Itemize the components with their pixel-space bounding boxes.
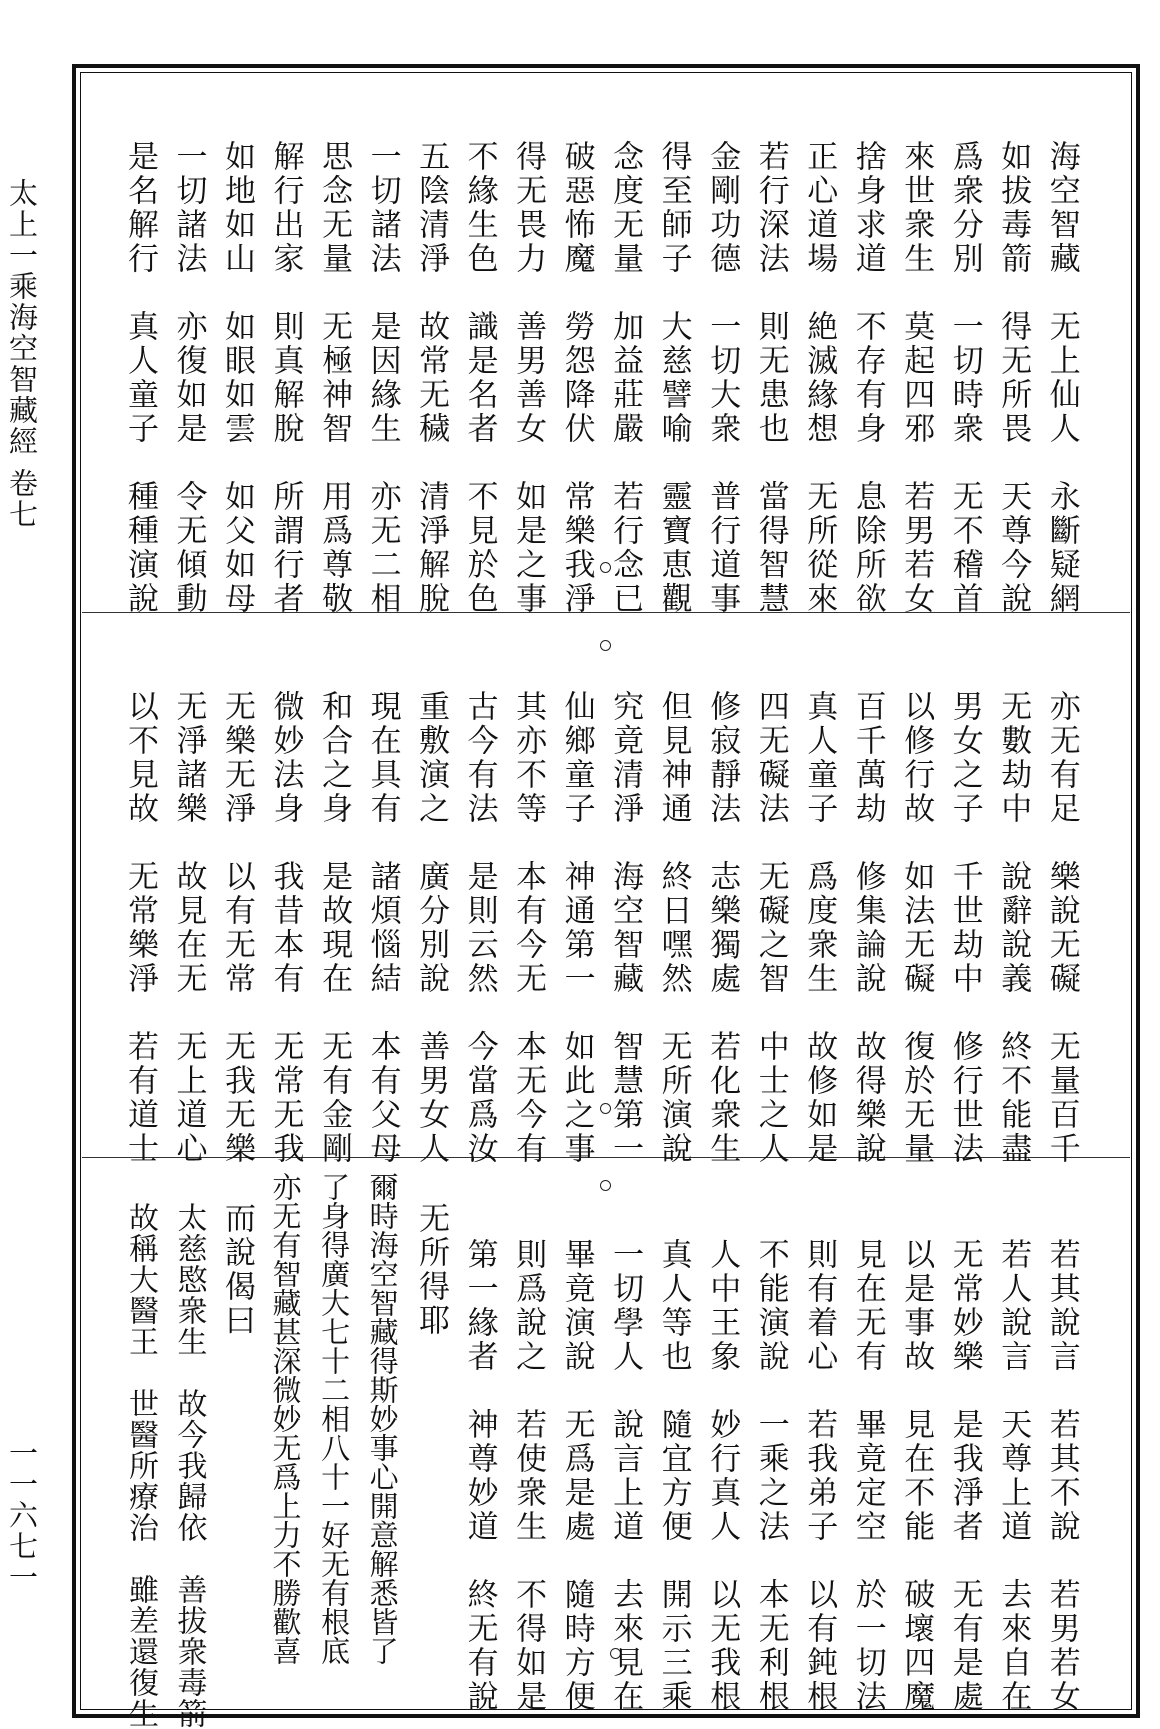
page-number: 一一六七一 (5, 1438, 39, 1593)
text-column: 一切諸法 是因緣生 亦无二相 (364, 140, 401, 616)
text-column: 如地如山 如眼如雲 如父如母 (219, 140, 256, 616)
text-column: 若行深法 則无患也 當得智慧 (752, 140, 789, 616)
text-column: 不能演說 一乘之法 本无利根 (752, 1238, 789, 1714)
text-column: 現在具有 諸煩惱結 本有父母 (364, 690, 401, 1166)
punctuation-circle (600, 640, 611, 651)
text-column: 思念无量 无極神智 用爲尊敬 (316, 140, 353, 616)
text-column: 見在无有 畢竟定空 於一切法 (849, 1238, 886, 1714)
text-column: 四无礙法 无礙之智 中士之人 (752, 690, 789, 1166)
text-column: 究竟清淨 海空智藏 智慧第一 (607, 690, 644, 1166)
text-column: 古今有法 是則云然 今當爲汝 (461, 690, 498, 1166)
text-column: 其亦不等 本有今无 本无今有 (510, 690, 547, 1166)
text-column: 仙鄉童子 神通第一 如此之事 (558, 690, 595, 1166)
text-column: 修寂靜法 志樂獨處 若化衆生 (704, 690, 741, 1166)
text-column: 五陰清淨 故常无穢 清淨解脫 (413, 140, 450, 616)
text-column: 畢竟演說 无爲是處 隨時方便 (558, 1238, 595, 1714)
text-column: 來世衆生 莫起四邪 若男若女 (898, 140, 935, 616)
text-column: 金剛功德 一切大衆 普行道事 (704, 140, 741, 616)
text-column: 无所得耶 (413, 1202, 450, 1338)
text-column: 破惡怖魔 勞怨降伏 常樂我淨 (558, 140, 595, 616)
text-column: 不緣生色 識是名者 不見於色 (461, 140, 498, 616)
text-column: 无淨諸樂 故見在无 无上道心 (170, 690, 207, 1166)
text-column: 解行出家 則真解脫 所謂行者 (267, 140, 304, 616)
text-column: 是名解行 真人童子 種種演說 (122, 140, 158, 616)
text-column: 則爲說之 若使衆生 不得如是 (510, 1238, 547, 1714)
text-column: 以不見故 无常樂淨 若有道士 (122, 690, 158, 1166)
text-column: 得无畏力 善男善女 如是之事 (510, 140, 547, 616)
text-column: 真人等也 隨宜方便 開示三乘 (655, 1238, 692, 1714)
text-column: 第一緣者 神尊妙道 終无有說 (461, 1238, 498, 1714)
text-column: 爲衆分別 一切時衆 无不稽首 (946, 140, 983, 616)
text-column: 正心道場 絶滅緣想 无所從來 (801, 140, 838, 616)
text-column: 百千萬劫 修集論說 故得樂說 (849, 690, 886, 1166)
text-column: 无常妙樂 是我淨者 无有是處 (946, 1238, 983, 1714)
text-column: 以是事故 見在不能 破壞四魔 (898, 1238, 935, 1714)
text-column: 亦无有足 樂說无礙 无量百千 (1043, 690, 1080, 1166)
text-panel-3 (120, 1172, 1080, 1729)
text-column: 太慈愍衆生 故今我歸依 善拔衆毒箭 (171, 1202, 207, 1729)
text-panel-1 (120, 140, 1080, 616)
text-column: 男女之子 千世劫中 修行世法 (946, 690, 983, 1166)
text-column: 海空智藏 无上仙人 永斷疑網 (1043, 140, 1080, 616)
text-column: 得至師子 大慈譬喻 靈寶恵觀 (655, 140, 692, 616)
text-column: 了身得廣大七十二相八十一好无有根底 (317, 1172, 352, 1665)
text-column: 而說偈曰 (219, 1202, 256, 1338)
text-column: 一切諸法 亦復如是 令无傾動 (170, 140, 207, 616)
text-column: 爾時海空智藏得斯妙事心開意解悉皆了 (365, 1172, 400, 1665)
text-column: 重敷演之 廣分別說 善男女人 (413, 690, 450, 1166)
scroll-title: 太上一乘海空智藏經 卷七 (5, 178, 39, 531)
text-column: 念度无量 加益莊嚴 若行念已 (607, 140, 644, 616)
text-column: 和合之身 是故現在 无有金剛 (316, 690, 353, 1166)
text-column: 一切學人 說言上道 去來見在 (607, 1238, 644, 1714)
text-column: 以修行故 如法无礙 復於无量 (898, 690, 935, 1166)
text-column: 故稱大醫王 世醫所療治 雖差還復生 (123, 1202, 158, 1729)
text-column: 真人童子 爲度衆生 故修如是 (801, 690, 838, 1166)
text-panel-2 (120, 690, 1080, 1166)
text-column: 如拔毒箭 得无所畏 天尊今說 (995, 140, 1032, 616)
text-column: 若其說言 若其不說 若男若女 (1043, 1238, 1080, 1714)
text-column: 无數劫中 說辭說義 終不能盡 (995, 690, 1032, 1166)
text-column: 人中王象 妙行真人 以无我根 (704, 1238, 741, 1714)
text-column: 微妙法身 我昔本有 无常无我 (267, 690, 304, 1166)
text-column: 无樂无淨 以有无常 无我无樂 (219, 690, 256, 1166)
text-column: 捨身求道 不存有身 息除所欲 (849, 140, 886, 616)
text-column: 但見神通 終日嘿然 无所演說 (655, 690, 692, 1166)
text-column: 若人說言 天尊上道 去來自在 (995, 1238, 1032, 1714)
text-column: 則有着心 若我弟子 以有鈍根 (801, 1238, 838, 1714)
text-column: 亦无有智藏甚深微妙无爲上力不勝歡喜 (268, 1172, 303, 1665)
